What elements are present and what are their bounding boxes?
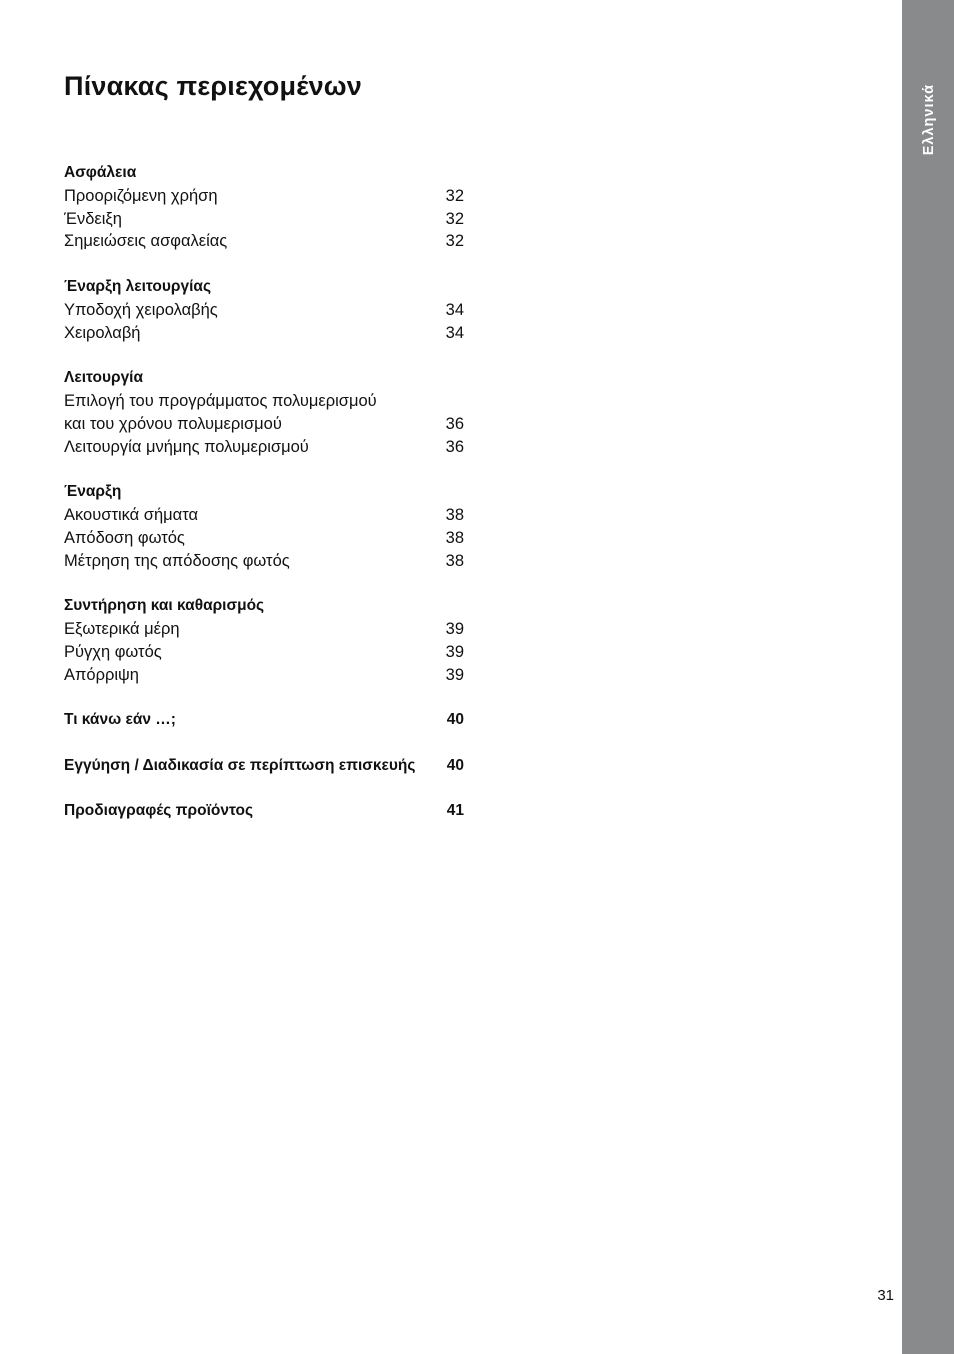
toc-section-operation — [64, 367, 464, 458]
toc-entry-page: 32 — [445, 209, 464, 228]
toc-entry-page: 38 — [445, 505, 464, 524]
toc-entry-label: Λειτουργία μνήμης πολυμερισμού — [64, 437, 309, 456]
toc-entry-page: 39 — [445, 665, 464, 684]
toc-entry-label: Σημειώσεις ασφαλείας — [64, 232, 228, 251]
toc-section-heading[interactable] — [64, 709, 464, 732]
toc-section-maintenance — [64, 595, 464, 686]
toc-entry[interactable] — [64, 185, 464, 208]
toc-entry-label: Χειρολαβή — [64, 323, 141, 342]
toc-section-heading[interactable] — [64, 481, 464, 504]
toc-entry-page: 38 — [445, 528, 464, 547]
toc-entry-page: 36 — [445, 437, 464, 456]
toc-entry-page: 32 — [445, 232, 464, 251]
toc-entry[interactable] — [64, 550, 464, 573]
toc-entry-page: 38 — [445, 551, 464, 570]
toc-entry-label: Εξωτερικά μέρη — [64, 619, 180, 638]
toc-entry-label: Απόρριψη — [64, 665, 139, 684]
toc-entry-page: 39 — [445, 642, 464, 661]
toc-entry-label: Επιλογή του προγράμματος πολυμερισμού — [64, 391, 377, 410]
toc-entry[interactable] — [64, 390, 464, 413]
toc-entry-page: 34 — [445, 323, 464, 342]
language-tab-label: Ελληνικά — [921, 84, 937, 156]
toc-entry[interactable] — [64, 436, 464, 459]
toc-heading-page: 41 — [446, 802, 464, 820]
toc-section-warranty — [64, 755, 464, 778]
toc-section-heading[interactable] — [64, 755, 464, 778]
toc-section-troubleshooting — [64, 709, 464, 732]
toc-section-startup — [64, 276, 464, 344]
toc-heading-page: 40 — [446, 711, 464, 729]
toc-heading-label: Ασφάλεια — [64, 164, 137, 181]
toc-entry-page: 34 — [445, 300, 464, 319]
toc-entry-page: 39 — [445, 619, 464, 638]
toc-section-heading[interactable] — [64, 800, 464, 823]
toc-entry-label: Προοριζόμενη χρήση — [64, 186, 218, 205]
toc-section-specifications — [64, 800, 464, 823]
toc-entry[interactable] — [64, 664, 464, 687]
toc-entry[interactable] — [64, 230, 464, 253]
toc-section-start — [64, 481, 464, 572]
toc-entry-page: 32 — [445, 186, 464, 205]
toc-entry[interactable] — [64, 527, 464, 550]
toc-entry-label: Ακουστικά σήματα — [64, 505, 199, 524]
toc-heading-page: 40 — [446, 756, 464, 774]
toc-entry-label: Ένδειξη — [64, 209, 122, 228]
language-side-tab — [902, 0, 954, 1354]
toc-entry[interactable] — [64, 208, 464, 231]
toc-heading-label: Έναρξη λειτουργίας — [64, 277, 212, 295]
toc-heading-label: Προδιαγραφές προϊόντος — [64, 802, 254, 820]
page-number: 31 — [877, 1287, 894, 1304]
toc-entry[interactable] — [64, 641, 464, 664]
toc-section-heading[interactable] — [64, 276, 464, 299]
toc-heading-label: Λειτουργία — [64, 369, 144, 387]
toc-entry-label: Υποδοχή χειρολαβής — [64, 300, 218, 319]
toc-entry[interactable] — [64, 504, 464, 527]
toc-entry[interactable] — [64, 413, 464, 436]
toc-section-heading[interactable] — [64, 367, 464, 390]
toc-entry[interactable] — [64, 618, 464, 641]
toc-entry-label: Ρύγχη φωτός — [64, 642, 162, 661]
toc-heading-label: Συντήρηση και καθαρισμός — [64, 597, 265, 615]
toc-entry-label: και του χρόνου πολυμερισμού — [64, 414, 282, 433]
toc-heading-label: Εγγύηση / Διαδικασία σε περίπτωση επισκευής — [64, 756, 416, 774]
toc-section-heading[interactable] — [64, 162, 464, 185]
page-title: Πίνακας περιεχομένων — [64, 71, 363, 101]
toc-entry[interactable] — [64, 322, 464, 345]
toc-section-heading[interactable] — [64, 595, 464, 618]
toc-section-safety — [64, 162, 464, 253]
toc-entry-label: Απόδοση φωτός — [64, 528, 185, 547]
table-of-contents — [64, 162, 464, 846]
toc-entry-label: Μέτρηση της απόδοσης φωτός — [64, 551, 290, 570]
toc-heading-label: Τι κάνω εάν …; — [64, 711, 176, 729]
toc-entry-page: 36 — [445, 414, 464, 433]
toc-entry[interactable] — [64, 299, 464, 322]
toc-heading-label: Έναρξη — [64, 483, 122, 501]
